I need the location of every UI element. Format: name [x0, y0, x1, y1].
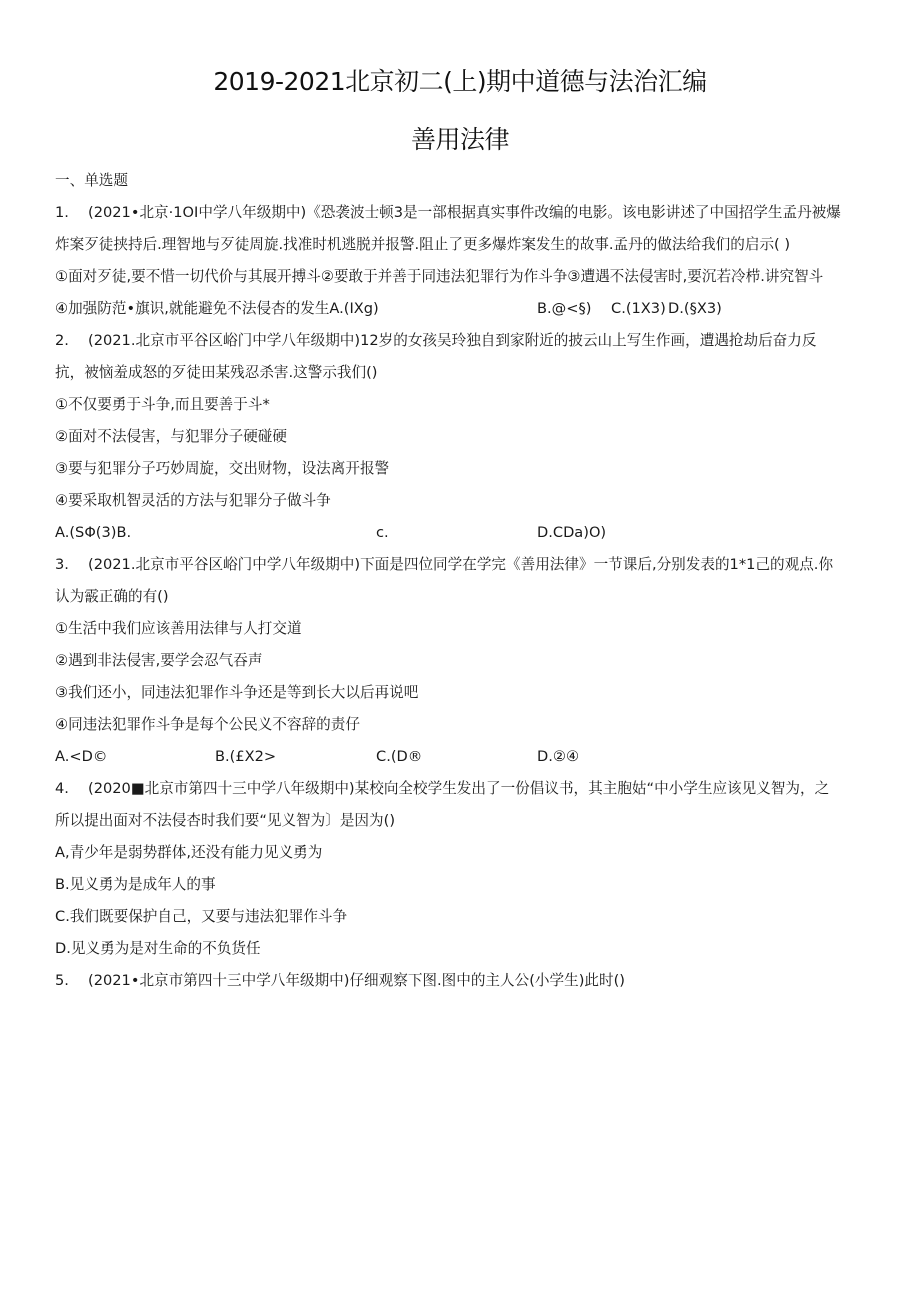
question-1-line-2: 炸案歹徒挟持后.理智地与歹徒周旋.找准时机逃脱并报警.阻止了更多爆炸案发生的故事.孟丹的做法给我们的启示( ): [55, 236, 791, 253]
question-4-option-b: B.见义勇为是成年人的事: [55, 876, 216, 893]
question-1-line-1: 1. (2021•北京·1OI中学八年级期中)《恐袭波士顿3是一部根据真实事件改编的电影。该电影讲述了中国招学生孟丹被爆: [55, 204, 841, 221]
question-5-line-1: 5. (2021•北京市第四十三中学八年级期中)仔细观察下图.图中的主人公(小学生)此时(): [55, 972, 625, 989]
question-1-number: 1.: [55, 204, 69, 221]
section-heading: 一、单选题: [55, 172, 128, 189]
question-1-line-3: ①面对歹徒,要不惜一切代价与其展开搏斗②要敢于并善于同违法犯罪行为作斗争③遭遇不法侵害时,要沉若冷栉.讲究智斗: [55, 268, 824, 285]
question-2-number: 2.: [55, 332, 69, 349]
question-2-option-d: D.CDa)O): [537, 524, 607, 541]
question-2-option-a: A.(SΦ(3)B.: [55, 524, 132, 541]
question-2-line-1: 2. (2021.北京市平谷区峪门中学八年级期中)12岁的女孩吴玲独自到家附近的披云山上写生作画，遭遇抢劫后奋力反: [55, 332, 817, 349]
question-3-line-5: ③我们还小，同违法犯罪作斗争还是等到长大以后再说吧: [55, 684, 419, 701]
question-3-option-b: B.(£X2>: [215, 748, 277, 765]
question-2-line-4: ②面对不法侵害，与犯罪分子硬碰硬: [55, 428, 287, 445]
question-3-option-a: A.<D©: [55, 748, 108, 765]
document-subtitle: 善用法律: [410, 125, 509, 154]
question-1-option-b: B.@<§): [537, 300, 592, 317]
question-1-option-c: C.(1X3): [611, 300, 666, 317]
question-3-line-3: ①生活中我们应该善用法律与人打交道: [55, 620, 302, 637]
question-3-line-1: 3. (2021.北京市平谷区峪门中学八年级期中)下面是四位同学在学完《善用法律》一节课后,分别发表的1*1己的观点.你: [55, 556, 834, 573]
question-2-option-c: c.: [376, 524, 389, 541]
question-4-option-d: D.见义勇为是对生命的不负货任: [55, 940, 261, 957]
question-1-line-4: ④加强防范•旗识,就能避免不法侵杏的发生A.(IXg): [55, 300, 379, 317]
question-4-line-2: 所以提出面对不法侵杏时我们要“见义智为〕是因为(): [55, 812, 396, 829]
question-3-option-c: C.(D®: [376, 748, 423, 765]
question-1-option-d: D.(§X3): [668, 300, 722, 317]
question-4-line-1: 4. (2020■北京市第四十三中学八年级期中)某校向全校学生发出了一份倡议书，其主胞姑“中小学生应该见义智为，之: [55, 780, 830, 797]
question-2-line-6: ④要采取机智灵活的方法与犯罪分子做斗争: [55, 492, 331, 509]
question-3-line-2: 认为霰正确的有(): [55, 588, 169, 605]
question-4-option-a: A,青少年是弱势群体,还没有能力见义勇为: [55, 844, 323, 861]
question-3-number: 3.: [55, 556, 69, 573]
question-2-line-2: 抗，被恼羞成怒的歹徒田某残忍杀害.这警示我们(): [55, 364, 378, 381]
question-2-line-3: ①不仅要勇于斗争,而且要善于斗*: [55, 396, 270, 413]
question-3-option-d: D.②④: [537, 748, 580, 765]
question-3-line-4: ②遇到非法侵害,要学会忍气吞声: [55, 652, 263, 669]
question-5-number: 5.: [55, 972, 69, 989]
question-4-number: 4.: [55, 780, 69, 797]
document-title: 2019-2021北京初二(上)期中道德与法治汇编: [213, 67, 707, 96]
question-2-line-5: ③要与犯罪分子巧妙周旋，交出财物，设法离开报警: [55, 460, 390, 477]
question-3-line-6: ④同违法犯罪作斗争是每个公民义不容辞的责仔: [55, 716, 360, 733]
question-4-option-c: C.我们既要保护自己，又要与违法犯罪作斗争: [55, 908, 348, 925]
